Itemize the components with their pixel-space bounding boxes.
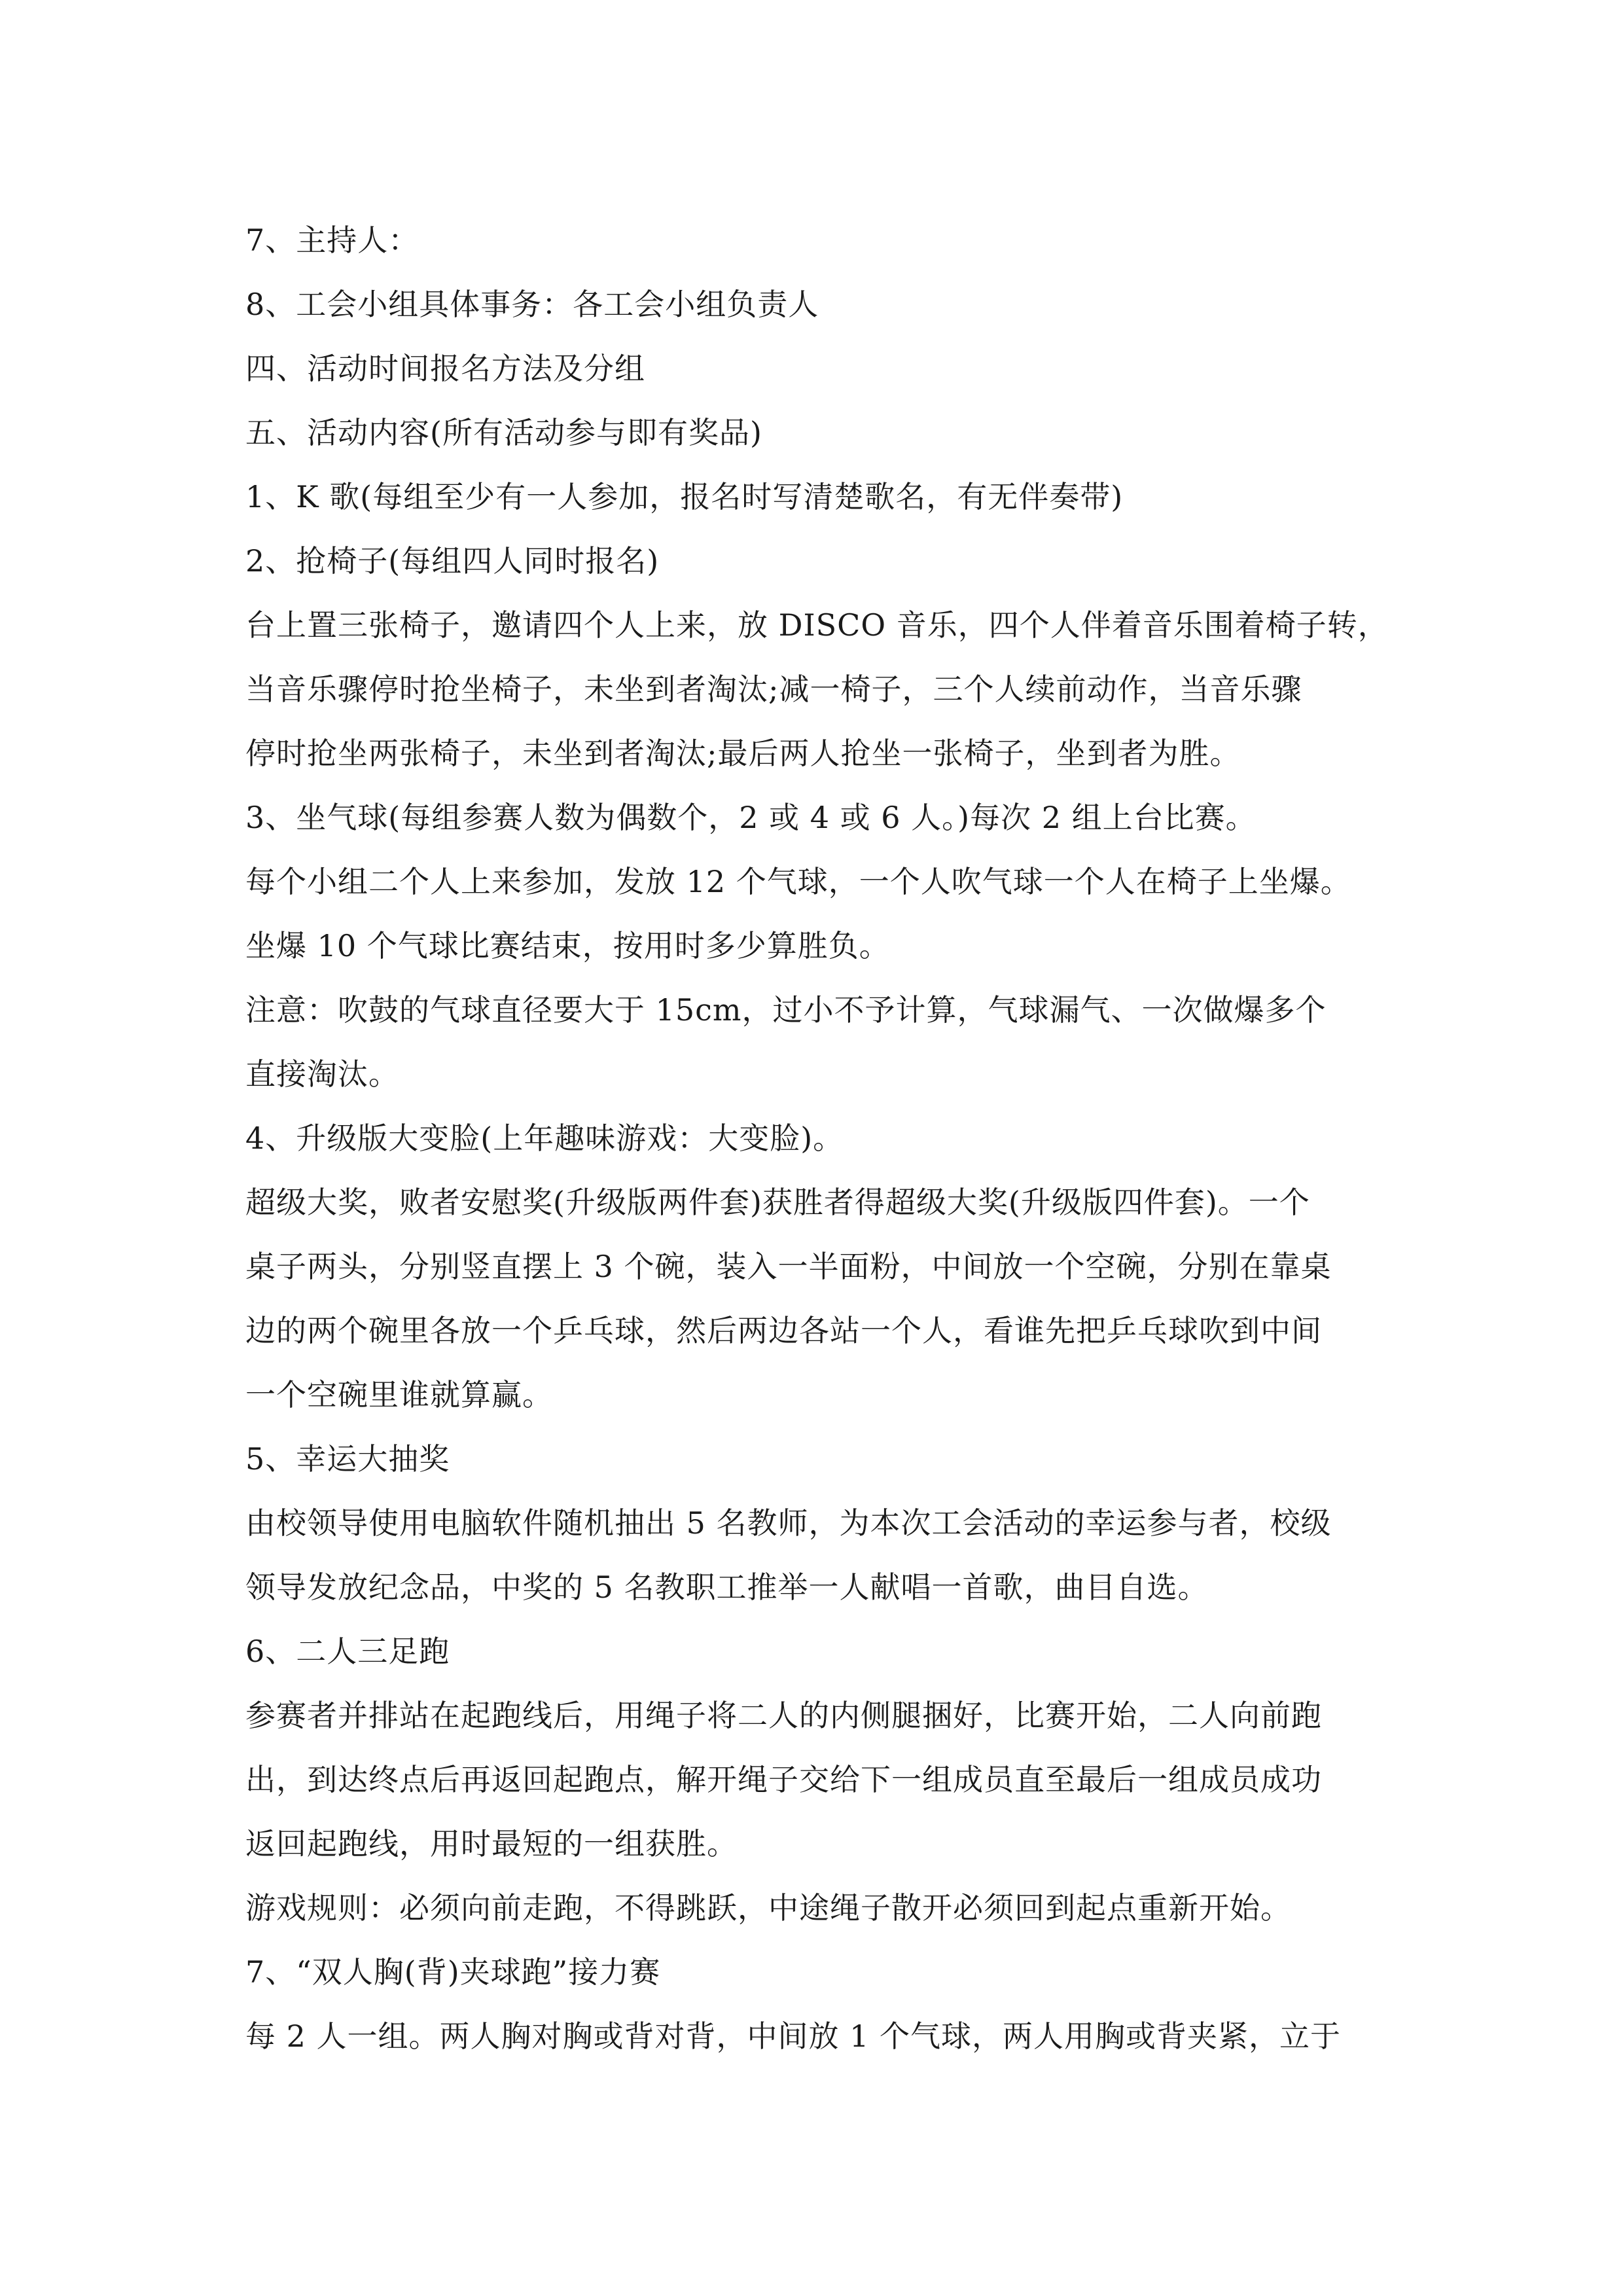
text-line: 每个小组二个人上来参加，发放 12 个气球，一个人吹气球一个人在椅子上坐爆。: [245, 864, 1351, 899]
text-line: 台上置三张椅子，邀请四个人上来，放 DISCO 音乐，四个人伴着音乐围着椅子转，: [245, 607, 1389, 643]
activity-heading: 5、幸运大抽奖: [245, 1441, 450, 1477]
text-line: 一个空碗里谁就算赢。: [245, 1377, 553, 1412]
activity-heading: 4、升级版大变脸(上年趣味游戏：大变脸)。: [245, 1121, 844, 1156]
text-line: 当音乐骤停时抢坐椅子，未坐到者淘汰;减一椅子，三个人续前动作，当音乐骤: [245, 672, 1302, 707]
section-heading: 四、活动时间报名方法及分组: [245, 351, 645, 386]
text-line: 出，到达终点后再返回起跑点，解开绳子交给下一组成员直至最后一组成员成功: [245, 1762, 1322, 1797]
text-line: 7、主持人：: [245, 223, 419, 258]
activity-heading: 2、抢椅子(每组四人同时报名): [245, 543, 660, 579]
text-line: 参赛者并排站在起跑线后，用绳子将二人的内侧腿捆好，比赛开始，二人向前跑: [245, 1698, 1322, 1733]
text-line: 直接淘汰。: [245, 1056, 399, 1092]
text-line: 注意：吹鼓的气球直径要大于 15cm，过小不予计算，气球漏气、一次做爆多个: [245, 992, 1327, 1028]
activity-heading: 3、坐气球(每组参赛人数为偶数个，2 或 4 或 6 人。)每次 2 组上台比赛。: [245, 800, 1257, 835]
text-line: 超级大奖，败者安慰奖(升级版两件套)获胜者得超级大奖(升级版四件套)。一个: [245, 1185, 1310, 1220]
text-line: 由校领导使用电脑软件随机抽出 5 名教师，为本次工会活动的幸运参与者，校级: [245, 1505, 1332, 1541]
text-line: 边的两个碗里各放一个乒乓球，然后两边各站一个人，看谁先把乒乓球吹到中间: [245, 1313, 1322, 1348]
text-line: 领导发放纪念品，中奖的 5 名教职工推举一人献唱一首歌，曲目自选。: [245, 1570, 1209, 1605]
text-line: 返回起跑线，用时最短的一组获胜。: [245, 1826, 738, 1861]
text-line: 8、工会小组具体事务：各工会小组负责人: [245, 287, 819, 322]
activity-heading: 1、K 歌(每组至少有一人参加，报名时写清楚歌名，有无伴奏带): [245, 479, 1124, 514]
text-line: 每 2 人一组。两人胸对胸或背对背，中间放 1 个气球，两人用胸或背夹紧，立于: [245, 2018, 1342, 2054]
section-heading: 五、活动内容(所有活动参与即有奖品): [245, 415, 762, 450]
document-body: [245, 208, 1397, 2068]
text-line: 游戏规则：必须向前走跑，不得跳跃，中途绳子散开必须回到起点重新开始。: [245, 1890, 1291, 1926]
text-line: 桌子两头，分别竖直摆上 3 个碗，装入一半面粉，中间放一个空碗，分别在靠桌: [245, 1249, 1332, 1284]
activity-heading: 6、二人三足跑: [245, 1634, 450, 1669]
activity-heading: 7、“双人胸(背)夹球跑”接力赛: [245, 1954, 661, 1990]
text-line: 停时抢坐两张椅子，未坐到者淘汰;最后两人抢坐一张椅子，坐到者为胜。: [245, 736, 1241, 771]
text-line: 坐爆 10 个气球比赛结束，按用时多少算胜负。: [245, 928, 890, 963]
